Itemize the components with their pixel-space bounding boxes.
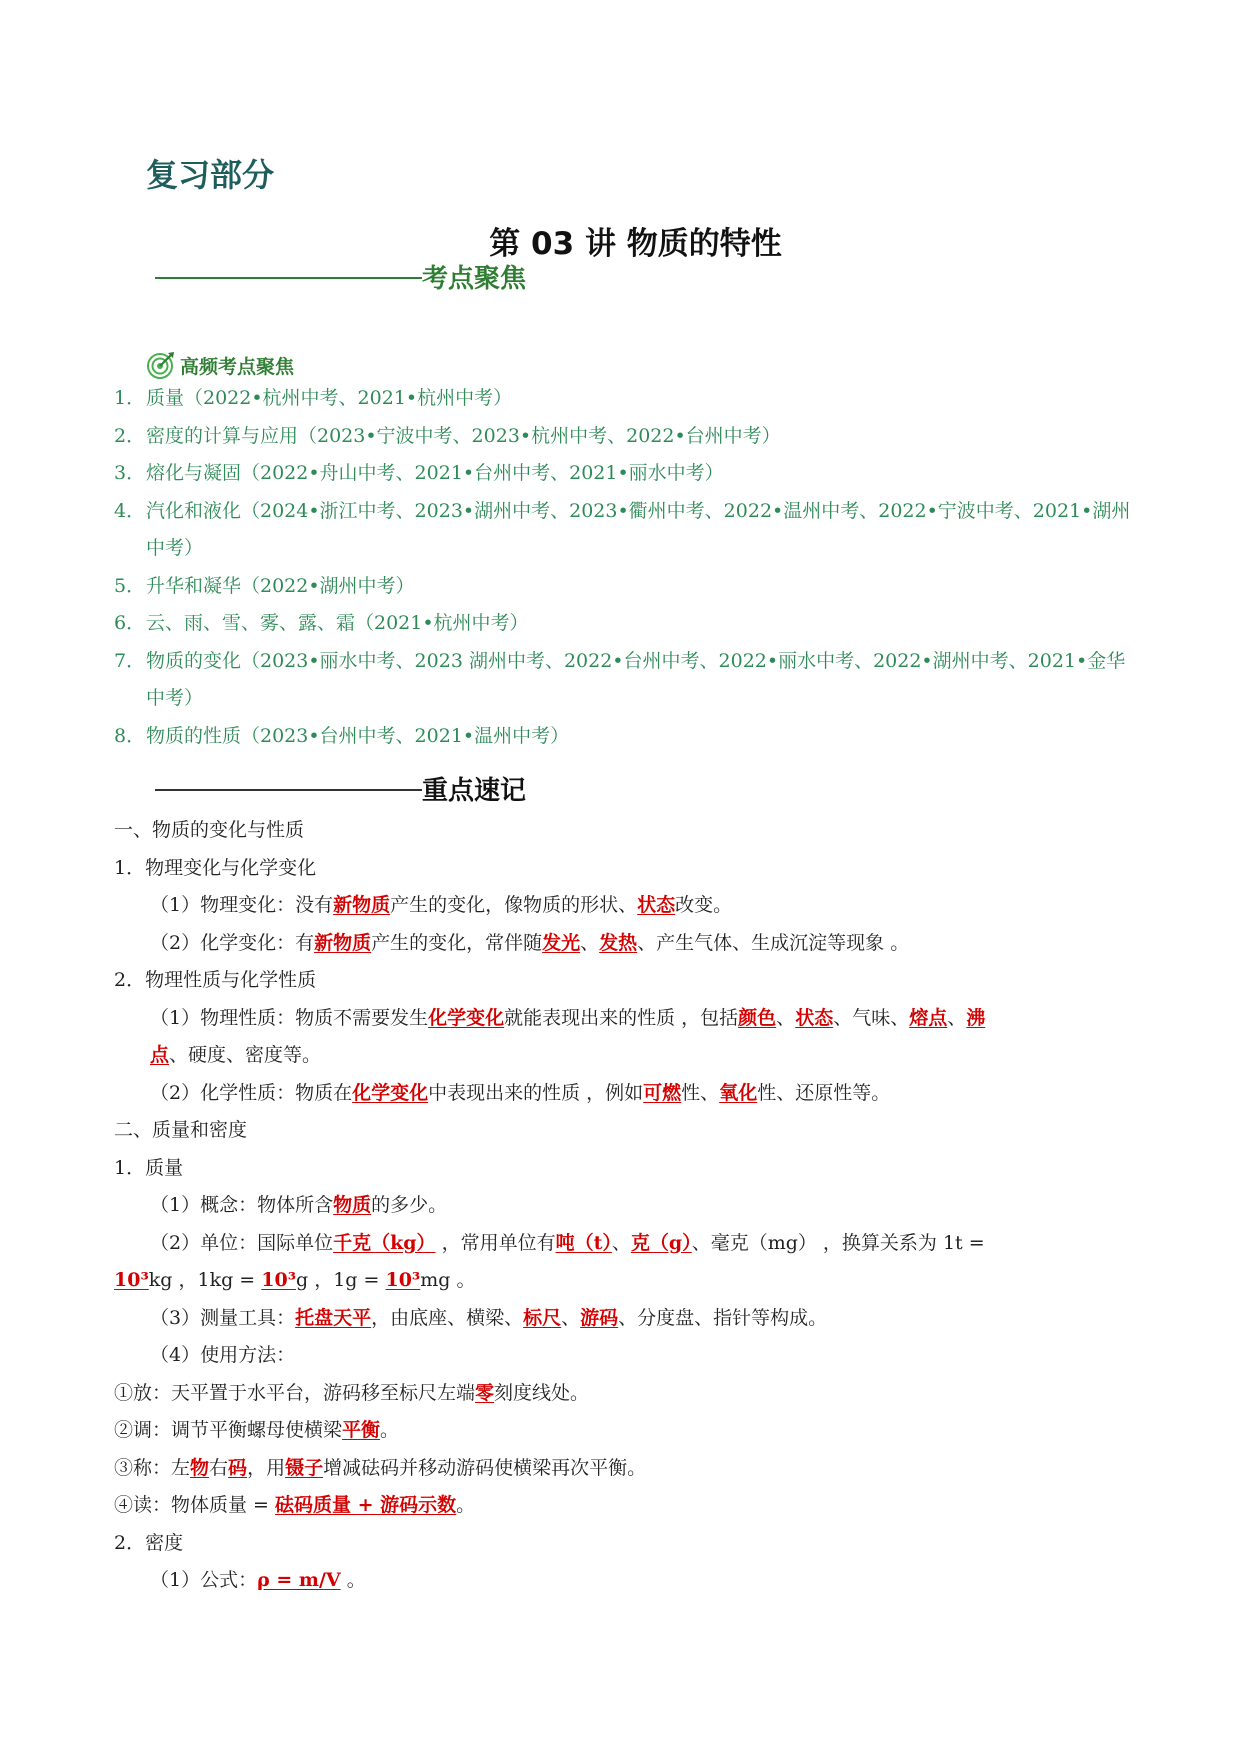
usage-heading: （4）使用方法：	[150, 1344, 296, 1366]
answer-blank: 标尺	[523, 1306, 562, 1329]
answer-blank: 氧化	[719, 1081, 758, 1104]
physical-property-line-cont: 点、硬度、密度等。	[150, 1044, 322, 1066]
answer-blank: 物质	[333, 1194, 372, 1216]
answer-blank: 零	[475, 1381, 495, 1404]
mass-unit-line: （2）单位：国际单位千克（kg） ，常用单位有吨（t）、克（g）、毫克（mg） ，换算关系为 1t =	[150, 1231, 985, 1254]
section-heading: 二、质量和密度	[114, 1119, 248, 1141]
answer-blank: 游码	[580, 1306, 619, 1329]
answer-blank: 平衡	[342, 1419, 381, 1441]
list-item: 3．熔化与凝固（2022•舟山中考、2021•台州中考、2021•丽水中考）	[114, 462, 724, 484]
usage-step: ①放：天平置于水平台，游码移至标尺左端零刻度线处。	[114, 1381, 590, 1404]
answer-blank: 托盘天平	[295, 1306, 372, 1329]
subsection-heading: 1．质量	[114, 1156, 184, 1179]
answer-blank: 10³	[114, 1269, 149, 1291]
answer-blank: 发热	[599, 931, 638, 954]
list-item: 7．物质的变化（2023•丽水中考、2023 湖州中考、2022•台州中考、2022•丽水中考、2022•湖州中考、2021•金华中考）	[114, 649, 1126, 709]
answer-blank: 10³	[261, 1269, 297, 1291]
heading-rule	[155, 789, 422, 791]
notes-content	[114, 812, 1134, 1600]
answer-blank: 物	[190, 1456, 210, 1479]
list-item: 1．质量（2022•杭州中考、2021•杭州中考）	[114, 387, 513, 409]
answer-blank: 沸	[966, 1006, 986, 1029]
answer-blank: 新物质	[314, 931, 372, 954]
high-frequency-title: 高频考点聚焦	[180, 355, 295, 378]
focus-heading-text: 考点聚焦	[422, 264, 527, 294]
chemical-change-line: （2）化学变化：有新物质产生的变化，常伴随发光、发热、产生气体、生成沉淀等现象 。	[150, 931, 910, 954]
list-item: 2．密度的计算与应用（2023•宁波中考、2023•杭州中考、2022•台州中考）	[114, 424, 781, 447]
usage-step: ③称：左物右码，用镊子增减砝码并移动游码使横梁再次平衡。	[114, 1456, 647, 1479]
answer-blank: 可燃	[643, 1081, 682, 1104]
notes-heading	[155, 770, 526, 807]
high-frequency-list	[114, 380, 1134, 755]
answer-blank: 颜色	[738, 1006, 777, 1029]
density-formula-line: （1）公式：ρ = m/V 。	[150, 1569, 366, 1591]
subsection-heading: 1．物理变化与化学变化	[114, 856, 317, 879]
target-icon	[146, 350, 176, 380]
notes-heading-text: 重点速记	[422, 776, 527, 806]
subsection-heading: 2．密度	[114, 1531, 184, 1554]
usage-step: ②调：调节平衡螺母使横梁平衡。	[114, 1419, 400, 1441]
answer-blank: 砝码质量 + 游码示数	[275, 1494, 457, 1516]
answer-blank: 10³	[385, 1269, 421, 1291]
usage-step: ④读：物体质量 = 砝码质量 + 游码示数。	[114, 1494, 476, 1516]
answer-blank: 千克（kg）	[333, 1231, 436, 1254]
answer-blank: 新物质	[333, 894, 391, 916]
answer-blank: 状态	[637, 894, 676, 916]
answer-blank: 化学变化	[352, 1081, 429, 1104]
answer-blank: 状态	[795, 1006, 834, 1029]
mass-unit-line-cont: 10³kg ，1kg = 10³g ，1g = 10³mg 。	[114, 1269, 476, 1291]
answer-blank: 码	[228, 1456, 248, 1479]
focus-heading	[155, 258, 526, 295]
list-item: 6．云、雨、雪、雾、露、霜（2021•杭州中考）	[114, 612, 529, 634]
section-label: 复习部分	[146, 156, 275, 194]
heading-rule	[155, 277, 422, 279]
answer-blank: 化学变化	[428, 1006, 505, 1029]
list-item: 8．物质的性质（2023•台州中考、2021•温州中考）	[114, 724, 570, 747]
physical-property-line: （1）物理性质：物质不需要发生化学变化就能表现出来的性质 ，包括颜色、状态、气味、熔点、沸	[150, 1006, 986, 1029]
section-heading: 一、物质的变化与性质	[114, 819, 305, 841]
mass-concept-line: （1）概念：物体所含物质的多少。	[150, 1194, 448, 1216]
list-item: 5．升华和凝华（2022•湖州中考）	[114, 574, 415, 597]
answer-blank: 发光	[542, 931, 581, 954]
answer-blank: 克（g）	[630, 1231, 692, 1254]
chemical-property-line: （2）化学性质：物质在化学变化中表现出来的性质 ，例如可燃性、氧化性、还原性等。	[150, 1081, 891, 1104]
answer-blank: 熔点	[909, 1006, 948, 1029]
physical-change-line: （1）物理变化：没有新物质产生的变化，像物质的形状、状态改变。	[150, 894, 733, 916]
answer-blank: 吨（t）	[555, 1231, 612, 1254]
list-item: 4．汽化和液化（2024•浙江中考、2023•湖州中考、2023•衢州中考、2022•温州中考、2022•宁波中考、2021•湖州中考）	[114, 499, 1131, 559]
subsection-heading: 2．物理性质与化学性质	[114, 969, 317, 991]
answer-blank: ρ = m/V	[257, 1569, 341, 1591]
high-frequency-heading	[146, 350, 294, 380]
answer-blank: 点	[150, 1044, 170, 1066]
page-title: 第 03 讲 物质的特性	[489, 226, 782, 262]
mass-tool-line: （3）测量工具：托盘天平，由底座、横梁、标尺、游码、分度盘、指针等构成。	[150, 1306, 828, 1329]
answer-blank: 镊子	[285, 1456, 324, 1479]
